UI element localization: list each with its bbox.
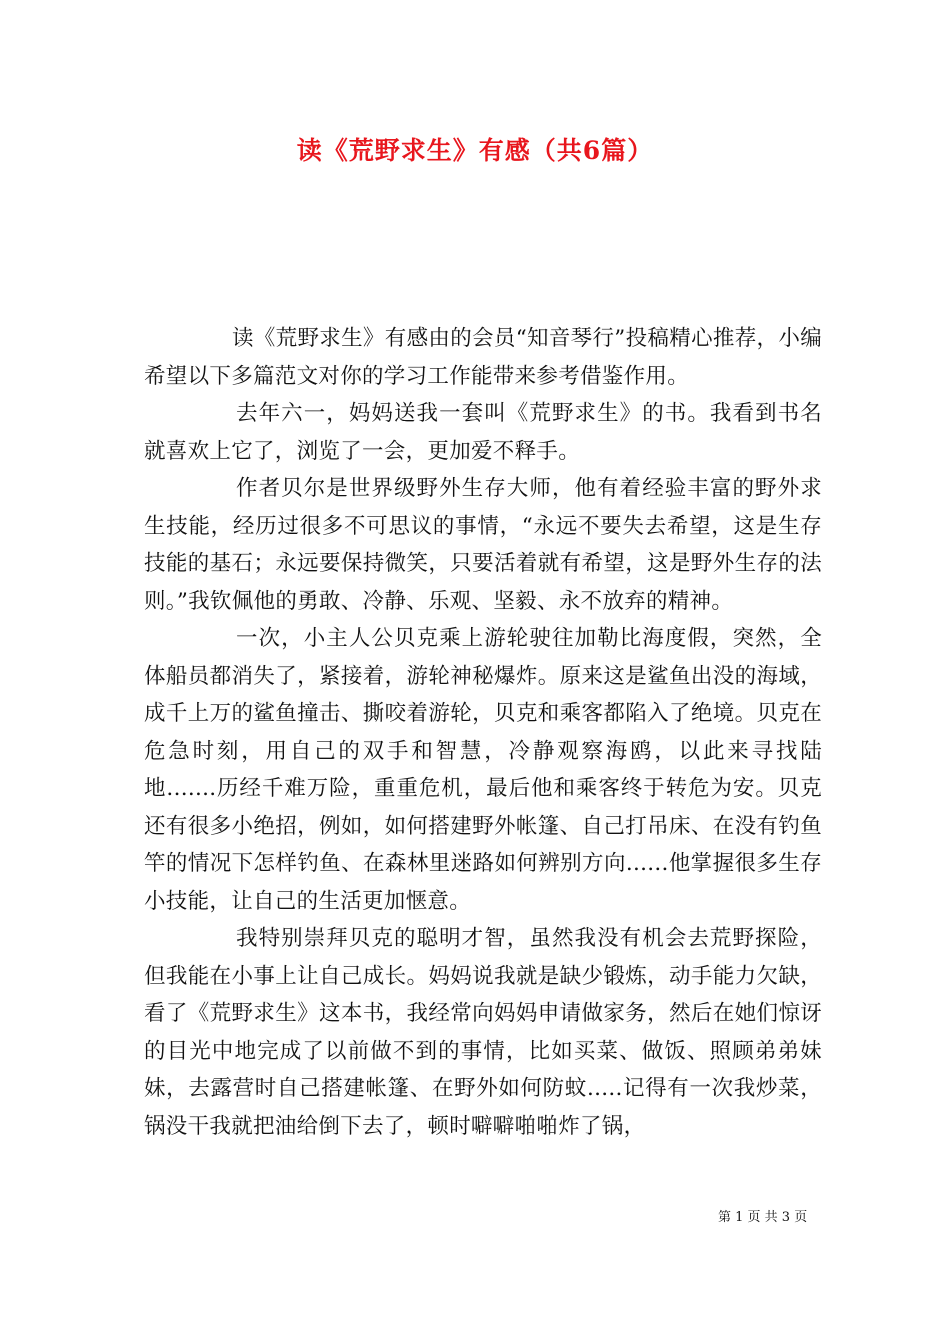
paragraph-intro: 读《荒野求生》有感由的会员“知音琴行”投稿精心推荐，小编希望以下多篇范文对你的学习工作能带来参考借鉴作用。 bbox=[144, 326, 822, 389]
paragraph-5: 我特别崇拜贝克的聪明才智，虽然我没有机会去荒野探险，但我能在小事上让自己成长。妈妈说我就是缺少锻炼，动手能力欠缺，看了《荒野求生》这本书，我经常向妈妈申请做家务，然后在她们惊讶的目光中地完成了以前做不到的事情，比如买菜、做饭、照顾弟弟妹妹，去露营时自己搭建帐篷、在野外如何防蚊.....记得有一次我炒菜，锅没干我就把油给倒下去了，顿时噼噼啪啪炸了锅， bbox=[144, 926, 822, 1139]
page-number-footer: 第 1 页 共 3 页 bbox=[718, 1210, 808, 1225]
document-body bbox=[144, 320, 822, 1145]
document-title: 读《荒野求生》有感（共6篇） bbox=[296, 136, 654, 165]
paragraph-3: 作者贝尔是世界级野外生存大师，他有着经验丰富的野外求生技能，经历过很多不可思议的事情，“永远不要失去希望，这是生存技能的基石；永远要保持微笑，只要活着就有希望，这是野外生存的法则。”我钦佩他的勇敢、冷静、乐观、坚毅、永不放弃的精神。 bbox=[144, 476, 822, 614]
paragraph-4: 一次，小主人公贝克乘上游轮驶往加勒比海度假，突然，全体船员都消失了，紧接着，游轮神秘爆炸。原来这是鲨鱼出没的海域，成千上万的鲨鱼撞击、撕咬着游轮，贝克和乘客都陷入了绝境。贝克在危急时刻，用自己的双手和智慧，冷静观察海鸥，以此来寻找陆地.......历经千难万险，重重危机，最后他和乘客终于转危为安。贝克还有很多小绝招，例如，如何搭建野外帐篷、自己打吊床、在没有钓鱼竿的情况下怎样钓鱼、在森林里迷路如何辨别方向......他掌握很多生存小技能，让自己的生活更加惬意。 bbox=[144, 626, 822, 914]
paragraph-2: 去年六一，妈妈送我一套叫《荒野求生》的书。我看到书名就喜欢上它了，浏览了一会，更加爱不释手。 bbox=[144, 401, 822, 464]
